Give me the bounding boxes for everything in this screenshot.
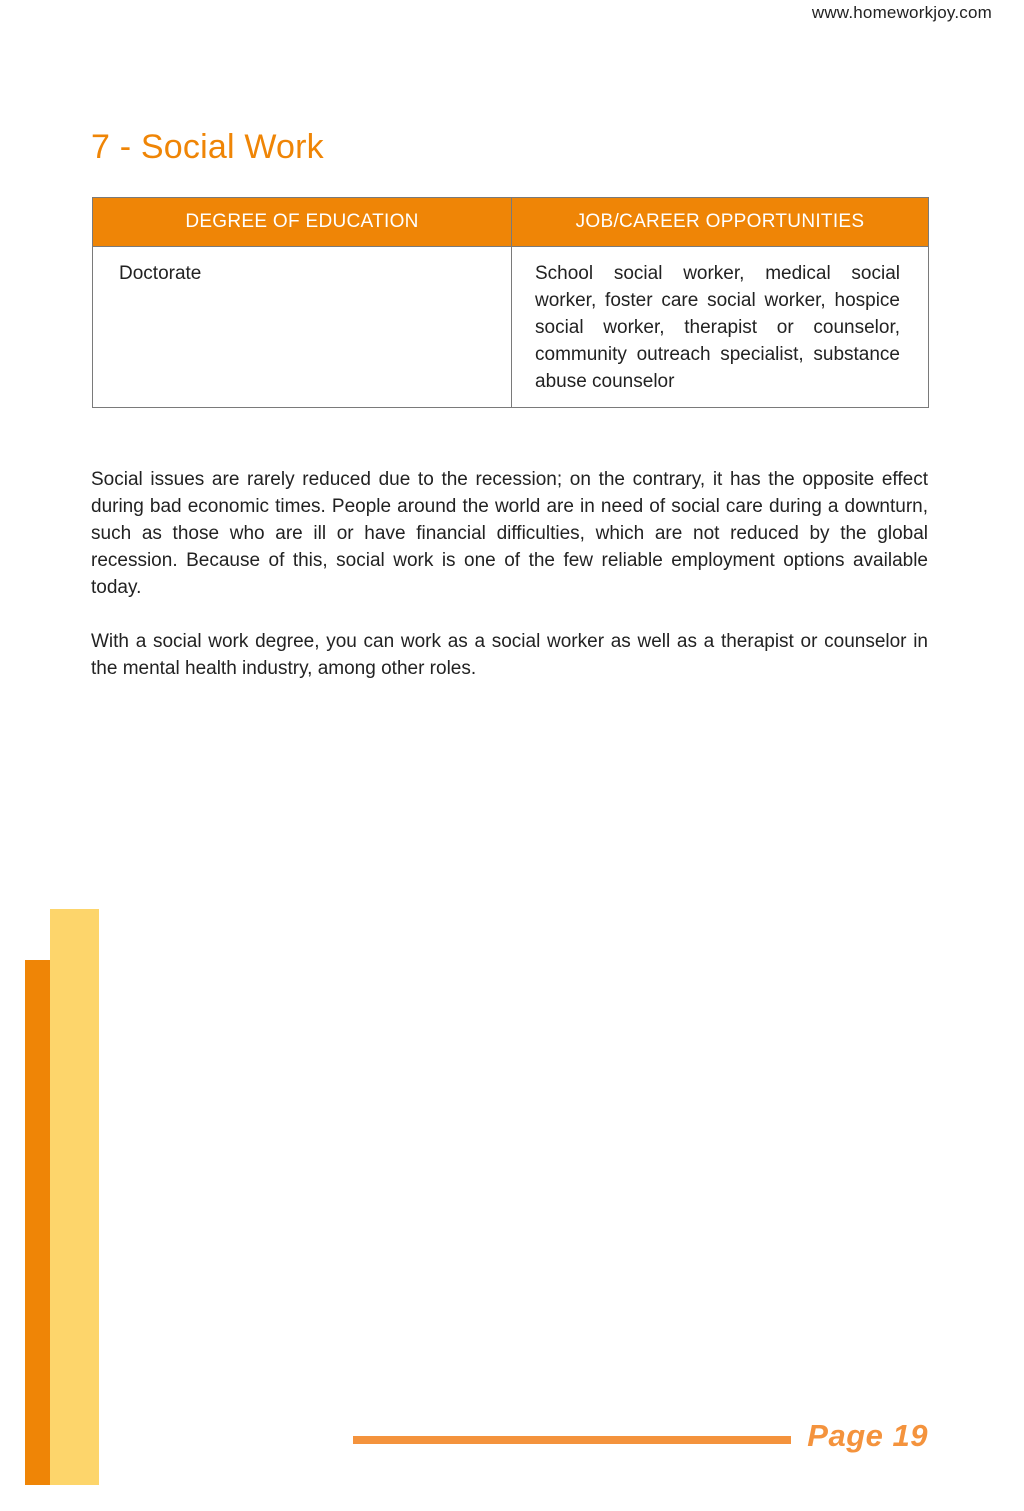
career-table [92, 197, 929, 408]
site-url: www.homeworkjoy.com [811, 3, 992, 22]
decorative-bar-yellow [50, 909, 99, 1485]
table-header-row [93, 198, 929, 247]
jobs-cell: School social worker, medical social worker, foster care social worker, hospice social worker, therapist or counselor, community outreach specialist, substance abuse counselor [512, 247, 929, 408]
degree-cell: Doctorate [93, 247, 512, 408]
body-paragraph-degree-roles: With a social work degree, you can work as a social worker as well as a therapist or counselor in the mental health industry, among other roles. [91, 631, 928, 679]
page-number: Page 19 [807, 1418, 928, 1453]
table-row [93, 247, 929, 408]
column-header-degree: DEGREE OF EDUCATION [93, 198, 512, 247]
column-header-jobs: JOB/CAREER OPPORTUNITIES [512, 198, 929, 247]
footer-line [353, 1436, 791, 1444]
page-title: 7 - Social Work [91, 128, 324, 166]
body-paragraph-recession: Social issues are rarely reduced due to the recession; on the contrary, it has the opposite effect during bad economic times. People around the world are in need of social care during a downturn, such as those who are ill or have financial difficulties, which are not reduced by the global recession. Because of this, social work is one of the few reliable employment options available today. [91, 469, 928, 598]
decorative-bar-orange [25, 960, 50, 1485]
